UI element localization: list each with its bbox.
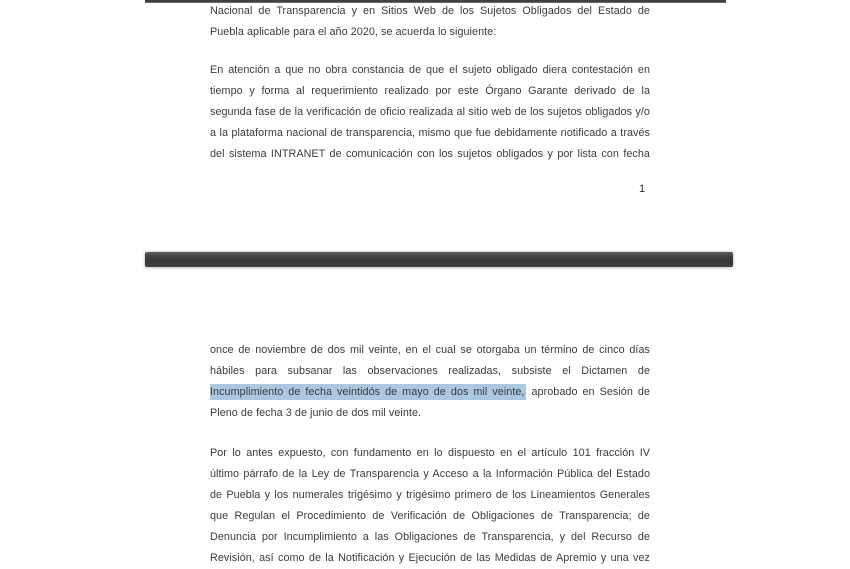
text-line: Revisión, así como de la Notificación y Ejecución de las Medidas de Apremio y una vez: [210, 552, 650, 564]
paragraph: [210, 60, 650, 165]
text-line: tiempo y forma al requerimiento realizado por este Órgano Garante derivado de la: [210, 85, 650, 97]
paragraph: [210, 443, 650, 569]
text-line: Puebla aplicable para el año 2020, se acuerda lo siguiente:: [210, 26, 497, 38]
text-line: que Regulan el Procedimiento de Verificación de Obligaciones de Transparencia; de: [210, 510, 650, 522]
text-line: último párrafo de la Ley de Transparencia y Acceso a la Información Pública del Estado: [210, 468, 650, 480]
document-page-2: [210, 340, 650, 569]
page-separator: [145, 252, 733, 267]
text-line: aprobado en Sesión de: [531, 386, 650, 398]
paragraph: [210, 340, 650, 424]
text-line: a la plataforma nacional de transparencia, mismo que fue debidamente notificado a través: [210, 127, 650, 139]
text-line: Pleno de fecha 3 de junio de dos mil veinte.: [210, 407, 422, 419]
selected-text: Incumplimiento de fecha veintidós de mayo de dos mil veinte,: [210, 386, 525, 398]
text-line: del sistema INTRANET de comunicación con los sujetos obligados y por lista con fecha: [210, 148, 650, 160]
page-number: 1: [639, 183, 646, 195]
text-line: [210, 382, 650, 403]
text-line: En atención a que no obra constancia de que el sujeto obligado diera contestación en: [210, 64, 650, 76]
text-line: de Puebla y los numerales trigésimo y trigésimo primero de los Lineamientos Generales: [210, 489, 650, 501]
text-line: Denuncia por Incumplimiento a las Obligaciones de Transparencia, y del Recurso de: [210, 531, 650, 543]
text-line: hábiles para subsanar las observaciones realizadas, subsiste el Dictamen de: [210, 365, 650, 377]
paragraph: [210, 1, 650, 43]
text-line: once de noviembre de dos mil veinte, en el cual se otorgaba un término de cinco días: [210, 344, 650, 356]
text-line: Por lo antes expuesto, con fundamento en lo dispuesto en el artículo 101 fracción IV: [210, 447, 650, 459]
document-page-1: [210, 1, 650, 165]
text-line: segunda fase de la verificación de oficio realizada al sitio web de los sujetos obligados y/o: [210, 106, 650, 118]
text-line: Nacional de Transparencia y en Sitios Web de los Sujetos Obligados del Estado de: [210, 5, 650, 17]
